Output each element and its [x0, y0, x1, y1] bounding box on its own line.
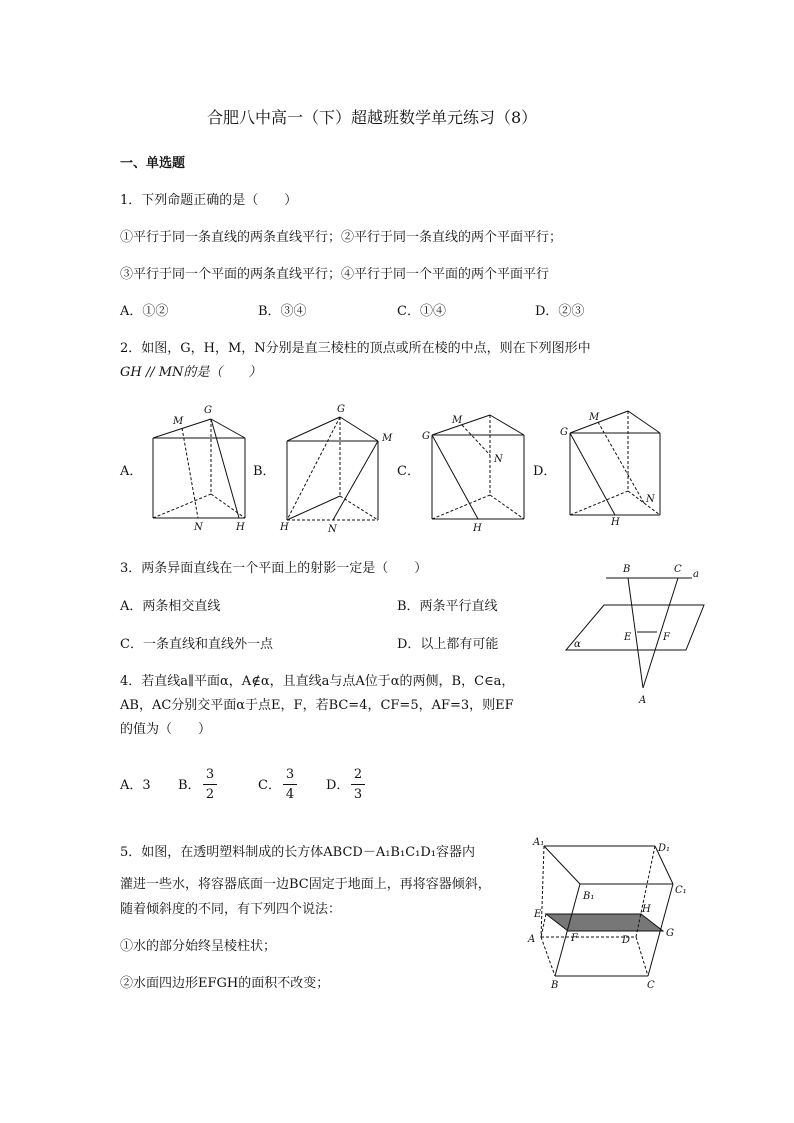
- q5-fig-label-c: C: [647, 980, 655, 991]
- fig-d-label-g: G: [560, 427, 568, 438]
- q5-fig-label-d: D: [622, 935, 631, 946]
- q3-option-d[interactable]: D．以上都有可能: [397, 637, 499, 652]
- fig-a-label-n: N: [194, 522, 203, 533]
- q2-figure-b: [280, 400, 393, 535]
- q5-fig-label-b1: B₁: [583, 891, 595, 902]
- q4-fracC-den: 4: [285, 787, 295, 802]
- fig-c-label-g: G: [422, 431, 430, 442]
- q1-option-a[interactable]: A．①②: [120, 304, 169, 319]
- q4-fracB-num: 3: [205, 767, 215, 782]
- fig-d-label-m: M: [589, 412, 600, 423]
- fig-b-label-h: H: [280, 522, 289, 533]
- q4-option-c-label[interactable]: C．: [258, 778, 281, 793]
- q1-option-d[interactable]: D．②③: [535, 304, 585, 319]
- q3-fig-label-e: E: [624, 632, 632, 643]
- q2-figure-a: [145, 402, 255, 532]
- q3-figure: [562, 560, 712, 710]
- q4-option-c-fraction: [283, 767, 297, 802]
- q5-fig-label-d1: D₁: [658, 843, 671, 854]
- fig-c-label-m: M: [452, 415, 463, 426]
- q4-option-b-fraction: [203, 767, 217, 802]
- q5-water-surface: [546, 914, 663, 931]
- q2-stem-line2: GH // MN的是（ ）: [120, 365, 262, 380]
- q4-option-b-label[interactable]: B．: [178, 778, 201, 793]
- q4-line1: 4．若直线a∥平面α，A∉α，且直线a与点A位于α的两侧，B，C∈a，: [120, 674, 515, 689]
- q3-fig-label-c: C: [674, 564, 682, 575]
- q5-line1: 5．如图，在透明塑料制成的长方体ABCD－A₁B₁C₁D₁容器内: [120, 845, 475, 860]
- q4-fracC-num: 3: [285, 767, 295, 782]
- q5-fig-label-c1: C₁: [675, 885, 687, 896]
- q5-fig-label-a1: A₁: [533, 837, 545, 848]
- q5-fig-label-f: F: [571, 933, 578, 944]
- q5-line4: ①水的部分始终呈棱柱状；: [120, 939, 277, 954]
- fig-a-label-g: G: [204, 405, 212, 416]
- page-title: 合肥八中高一（下）超越班数学单元练习（8）: [207, 108, 538, 127]
- q3-option-b[interactable]: B．两条平行直线: [397, 599, 498, 614]
- q2-option-a-label[interactable]: A．: [120, 464, 143, 479]
- q3-fig-label-a-point: A: [639, 695, 647, 706]
- q3-option-a[interactable]: A．两条相交直线: [120, 599, 221, 614]
- q3-fig-label-a-line: a: [693, 569, 699, 580]
- q5-fig-label-e: E: [534, 909, 542, 920]
- fig-b-label-n: N: [328, 524, 337, 535]
- section-heading: 一、单选题: [120, 156, 186, 171]
- q4-fracD-num: 2: [353, 767, 363, 782]
- q3-fig-label-b: B: [623, 564, 631, 575]
- q2-stem-line1: 2．如图，G，H，M，N分别是直三棱柱的顶点或所在棱的中点，则在下列图形中: [120, 341, 591, 356]
- q4-line2: AB，AC分别交平面α于点E，F，若BC=4，CF=5，AF=3，则EF: [120, 698, 514, 713]
- q4-option-a[interactable]: A．3: [120, 778, 151, 793]
- fig-c-label-n: N: [494, 454, 503, 465]
- q3-fig-label-alpha: α: [574, 639, 581, 650]
- fig-c-label-h: H: [473, 523, 482, 534]
- q1-option-c[interactable]: C．①④: [397, 304, 446, 319]
- q5-figure: [524, 834, 694, 994]
- q1-line2: ③平行于同一个平面的两条直线平行；④平行于同一个平面的两个平面平行: [120, 267, 550, 282]
- q2-figure-d: [558, 405, 668, 530]
- q3-fig-label-f: F: [663, 632, 670, 643]
- q3-stem: 3．两条异面直线在一个平面上的射影一定是（ ）: [120, 561, 428, 576]
- q4-option-d-label[interactable]: D．: [326, 778, 350, 793]
- q5-fig-label-h: H: [642, 904, 651, 915]
- q2-option-b-label[interactable]: B．: [253, 464, 276, 479]
- fig-d-label-n: N: [646, 494, 655, 505]
- q2-figure-c: [422, 405, 532, 535]
- q5-line2: 灌进一些水，将容器底面一边BC固定于地面上，再将容器倾斜，: [120, 877, 491, 892]
- fig-b-label-m: M: [382, 433, 393, 444]
- q1-option-b[interactable]: B．③④: [258, 304, 307, 319]
- q5-fig-label-a: A: [528, 934, 536, 945]
- fig-a-label-h: H: [236, 522, 245, 533]
- q5-line5: ②水面四边形EFGH的面积不改变；: [120, 976, 330, 991]
- q4-line3: 的值为（ ）: [120, 722, 212, 737]
- fig-a-label-m: M: [173, 416, 184, 427]
- q5-fig-label-g: G: [666, 928, 674, 939]
- q1-line1: ①平行于同一条直线的两条直线平行；②平行于同一条直线的两个平面平行；: [120, 230, 563, 245]
- fig-b-label-g: G: [337, 404, 345, 415]
- q4-option-d-fraction: [351, 767, 365, 802]
- q3-option-c[interactable]: C．一条直线和直线外一点: [120, 637, 273, 652]
- q1-stem: 1．下列命题正确的是（ ）: [120, 193, 298, 208]
- fig-d-label-h: H: [611, 517, 620, 528]
- q2-option-d-label[interactable]: D．: [533, 464, 557, 479]
- q5-fig-label-b: B: [551, 980, 559, 991]
- q5-line3: 随着倾斜度的不同，有下列四个说法：: [120, 902, 342, 917]
- q4-fracD-den: 3: [353, 787, 363, 802]
- q2-option-c-label[interactable]: C．: [397, 464, 420, 479]
- q4-fracB-den: 2: [205, 787, 215, 802]
